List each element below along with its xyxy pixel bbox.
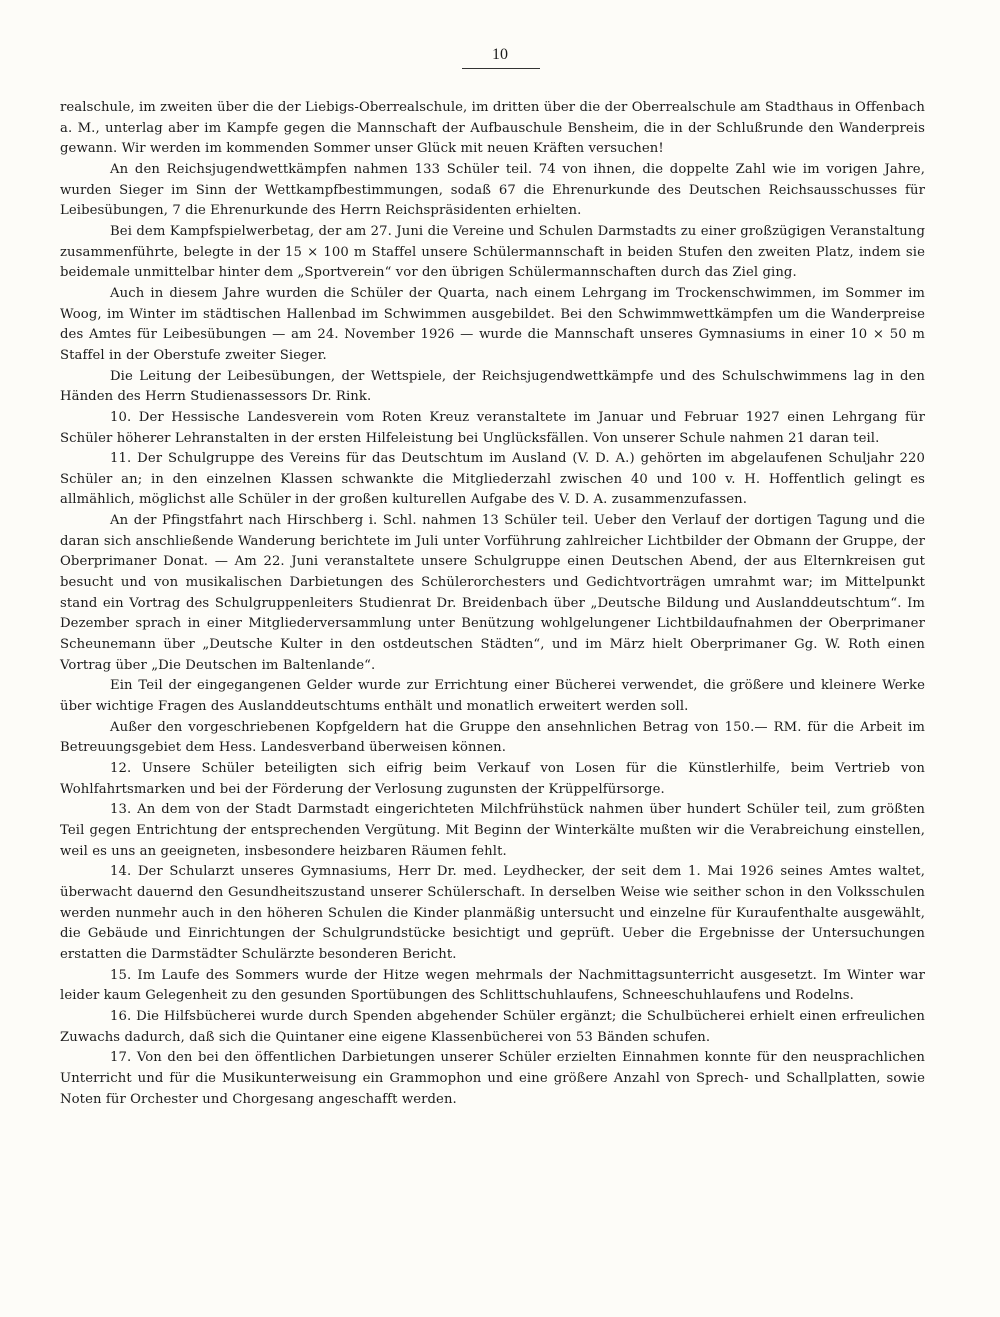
page-number: 10 xyxy=(492,46,508,63)
paragraph: Bei dem Kampfspielwerbetag, der am 27. Juni die Vereine und Schulen Darmstadts zu einer großzügigen Veranstaltung zusammenführte, belegte in der 15 × 100 m Staffel unsere Schülermannschaft in beiden Stufen den zweiten Platz, indem sie beidemale unmittelbar hinter dem „Sportverein“ vor den übrigen Schülermannschaften durch das Ziel ging. xyxy=(60,223,925,281)
paragraph: realschule, im zweiten über die der Liebigs-Oberrealschule, im dritten über die der Oberrealschule am Stadthaus in Offenbach a. M., unterlag aber im Kampfe gegen die Mannschaft der Aufbauschule Bensheim, die in der Schlußrunde den Wanderpreis gewann. Wir werden im kommenden Sommer unser Glück mit neuen Kräften versuchen! xyxy=(60,100,925,157)
paragraph: 10. Der Hessische Landesverein vom Roten Kreuz veranstaltete im Januar und Februar 1927 einen Lehrgang für Schüler höherer Lehranstalten in der ersten Hilfeleistung bei Unglücksfällen. Von unserer Schule nahmen 21 daran teil. xyxy=(60,409,925,446)
paragraph: An den Reichsjugendwettkämpfen nahmen 133 Schüler teil. 74 von ihnen, die doppelte Zahl wie im vorigen Jahre, wurden Sieger im Sinn der Wettkampfbestimmungen, sodaß 67 die Ehrenurkunde des Deutschen Reichsausschusses für Leibesübungen, 7 die Ehrenurkunde des Herrn Reichspräsidenten erhielten. xyxy=(60,161,925,219)
paragraph: 12. Unsere Schüler beteiligten sich eifrig beim Verkauf von Losen für die Künstlerhilfe, beim Vertrieb von Wohlfahrtsmarken und bei der Förderung der Verlosung zugunsten der Krüppelfürsorge. xyxy=(60,761,925,797)
paragraph: Außer den vorgeschriebenen Kopfgeldern hat die Gruppe den ansehnlichen Betrag von 150.— RM. für die Arbeit im Betreuungsgebiet dem Hess. Landesverband überweisen können. xyxy=(60,719,925,756)
header-rule xyxy=(462,68,540,69)
paragraph: 15. Im Laufe des Sommers wurde der Hitze wegen mehrmals der Nachmittagsunterricht ausgesetzt. Im Winter war leider kaum Gelegenheit zu den gesunden Sportübungen des Schlittschuhlaufens, Schneeschuhlaufens und Rodelns. xyxy=(60,967,925,1004)
paragraph: Auch in diesem Jahre wurden die Schüler der Quarta, nach einem Lehrgang im Trockenschwimmen, im Sommer im Woog, im Winter im städtischen Hallenbad im Schwimmen ausgebildet. Bei den Schwimmwettkämpfen um die Wanderpreise des Amtes für Leibesübungen — am 24. November 1926 — wurde die Mannschaft unseres Gymnasiums in einer 10 × 50 m Staffel in der Oberstufe zweiter Sieger. xyxy=(60,285,925,363)
paragraph: 16. Die Hilfsbücherei wurde durch Spenden abgehender Schüler ergänzt; die Schulbücherei erhielt einen erfreulichen Zuwachs dadurch, daß sich die Quintaner eine eigene Klassenbücherei von 53 Bänden schufen. xyxy=(60,1008,925,1045)
body-text xyxy=(60,98,925,1110)
paragraph: 17. Von den bei den öffentlichen Darbietungen unserer Schüler erzielten Einnahmen konnte für den neusprachlichen Unterricht und für die Musikunterweisung ein Grammophon und eine größere Anzahl von Sprech- und Schallplatten, sowie Noten für Orchester und Chorgesang angeschafft werden. xyxy=(60,1050,925,1107)
paragraph: 14. Der Schularzt unseres Gymnasiums, Herr Dr. med. Leydhecker, der seit dem 1. Mai 1926 seines Amtes waltet, überwacht dauernd den Gesundheitszustand unserer Schülerschaft. In derselben Weise wie seither schon in den Volksschulen werden nunmehr auch in den höheren Schulen die Kinder planmäßig untersucht und einzelne für Kuraufenthalte ausgewählt, die Gebäude und Einrichtungen der Schulgrundstücke besichtigt und geprüft. Ueber die Ergebnisse der Untersuchungen erstatten die Darmstädter Schulärzte besonderen Bericht. xyxy=(60,864,925,962)
paragraph: 11. Der Schulgruppe des Vereins für das Deutschtum im Ausland (V. D. A.) gehörten im abgelaufenen Schuljahr 220 Schüler an; in den einzelnen Klassen schwankte die Mitgliederzahl zwischen 40 und 100 v. H. Hoffentlich gelingt es allmählich, möglichst alle Schüler in der großen kulturellen Aufgabe des V. D. A. zusammenzufassen. xyxy=(60,451,925,508)
paragraph: Ein Teil der eingegangenen Gelder wurde zur Errichtung einer Bücherei verwendet, die größere und kleinere Werke über wichtige Fragen des Auslanddeutschtums enthält und monatlich erweitert werden soll. xyxy=(60,678,925,715)
paragraph: An der Pfingstfahrt nach Hirschberg i. Schl. nahmen 13 Schüler teil. Ueber den Verlauf der dortigen Tagung und die daran sich anschließende Wanderung berichtete im Juli unter Vorführung zahlreicher Lichtbilder der Obmann der Gruppe, der Oberprimaner Donat. — Am 22. Juni veranstaltete unsere Schulgruppe einen Deutschen Abend, der aus Elternkreisen gut besucht und von musikalischen Darbietungen des Schülerorchesters und Gedichtvorträgen umrahmt war; im Mittelpunkt stand ein Vortrag des Schulgruppenleiters Studienrat Dr. Breidenbach über „Deutsche Bildung und Auslanddeutschtum“. Im Dezember sprach in einer Mitgliederversammlung unter Benützung wohlgelungener Lichtbildaufnahmen der Oberprimaner Scheunemann über „Deutsche Kulter in den ostdeutschen Städten“, und im März hielt Oberprimaner Gg. W. Roth einen Vortrag über „Die Deutschen im Baltenlande“. xyxy=(60,513,925,673)
paragraph: 13. An dem von der Stadt Darmstadt eingerichteten Milchfrühstück nahmen über hundert Schüler teil, zum größten Teil gegen Entrichtung der entsprechenden Vergütung. Mit Beginn der Winterkälte mußten wir die Verabreichung einstellen, weil es uns an geeigneten, insbesondere heizbaren Räumen fehlt. xyxy=(60,802,925,859)
paragraph: Die Leitung der Leibesübungen, der Wettspiele, der Reichsjugendwettkämpfe und des Schulschwimmens lag in den Händen des Herrn Studienassessors Dr. Rink. xyxy=(60,368,925,405)
